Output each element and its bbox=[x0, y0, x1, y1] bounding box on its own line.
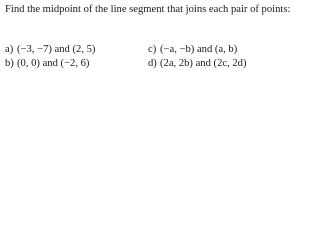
exercise-block bbox=[0, 0, 294, 112]
part-text: (−a, −b) and (a, b) bbox=[160, 44, 238, 55]
part-text: (−3, −7) and (2, 5) bbox=[17, 44, 96, 55]
part-label: b) bbox=[5, 58, 14, 69]
parts-row bbox=[5, 43, 291, 56]
part-text: (2a, 2b) and (2c, 2d) bbox=[160, 58, 247, 69]
part-b bbox=[5, 57, 89, 70]
parts-row bbox=[5, 57, 291, 70]
part-c bbox=[148, 43, 237, 56]
part-d bbox=[148, 57, 246, 70]
part-text: (0, 0) and (−2, 6) bbox=[17, 58, 90, 69]
part-label: c) bbox=[148, 44, 157, 55]
part-label: a) bbox=[5, 44, 14, 55]
part-label: d) bbox=[148, 58, 157, 69]
exercise-prompt: Find the midpoint of the line segment that joins each pair of points: bbox=[5, 4, 291, 15]
part-a bbox=[5, 43, 95, 56]
